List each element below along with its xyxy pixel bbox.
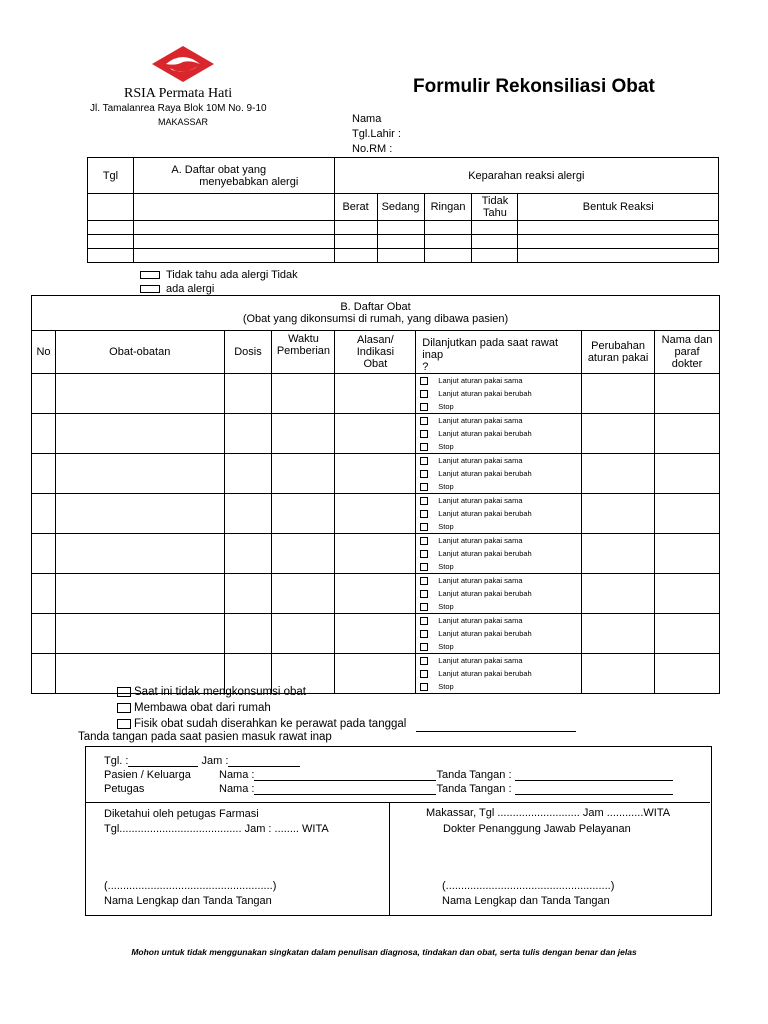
option-line[interactable]: Lanjut aturan pakai sama <box>416 614 581 627</box>
option-line[interactable]: Lanjut aturan pakai berubah <box>416 467 581 480</box>
checkbox[interactable] <box>420 430 428 438</box>
signature-heading: Tanda tangan pada saat pasien masuk rawat inap <box>78 731 332 743</box>
col-no: No <box>32 331 56 374</box>
field-no-rm: No.RM : <box>352 143 393 155</box>
table-row[interactable] <box>88 249 719 263</box>
continuation-options <box>416 494 582 534</box>
checkbox-tidak-ada[interactable] <box>140 285 160 293</box>
allergy-options: Tidak tahu ada alergi Tidak ada alergi <box>140 268 298 296</box>
checkbox[interactable] <box>420 657 428 665</box>
checkbox[interactable] <box>420 537 428 545</box>
col-tidak-tahu: Tidak Tahu <box>472 194 518 221</box>
continuation-options <box>416 414 582 454</box>
option-line[interactable]: Lanjut aturan pakai berubah <box>416 427 581 440</box>
hospital-name: RSIA Permata Hati <box>124 86 233 101</box>
continuation-options <box>416 614 582 654</box>
checkbox[interactable] <box>420 550 428 558</box>
option-line[interactable]: Lanjut aturan pakai berubah <box>416 587 581 600</box>
col-dosis: Dosis <box>224 331 272 374</box>
col-bentuk-reaksi: Bentuk Reaksi <box>518 194 719 221</box>
continuation-options <box>416 574 582 614</box>
field-nama: Nama <box>352 113 382 125</box>
option-line[interactable]: Stop <box>416 640 581 653</box>
checkbox-membawa-obat[interactable] <box>117 703 131 713</box>
option-line[interactable]: Lanjut aturan pakai sama <box>416 574 581 587</box>
checkbox[interactable] <box>420 483 428 491</box>
checkbox-tidak-konsumsi[interactable] <box>117 687 131 697</box>
checkbox[interactable] <box>420 630 428 638</box>
farmasi-name-blank[interactable]: (......................................................) <box>104 880 277 892</box>
medication-table <box>31 295 720 694</box>
option-line[interactable]: Lanjut aturan pakai sama <box>416 374 581 387</box>
option-line[interactable]: Lanjut aturan pakai sama <box>416 534 581 547</box>
option-line[interactable]: Stop <box>416 680 581 693</box>
option-line[interactable]: Stop <box>416 480 581 493</box>
checkbox[interactable] <box>420 603 428 611</box>
ttd-petugas-input[interactable] <box>515 784 673 795</box>
table-row[interactable] <box>32 614 720 654</box>
col-daftar-obat: A. Daftar obat yang <box>171 163 267 176</box>
hospital-address: Jl. Tamalanrea Raya Blok 10M No. 9-10 <box>90 103 267 114</box>
checkbox[interactable] <box>420 417 428 425</box>
continuation-options <box>416 454 582 494</box>
checkbox[interactable] <box>420 403 428 411</box>
checkbox[interactable] <box>420 523 428 531</box>
col-dilanjutkan: Dilanjutkan pada saat rawat inap ? <box>416 331 582 374</box>
option-line[interactable]: Lanjut aturan pakai berubah <box>416 507 581 520</box>
nama-petugas-input[interactable] <box>254 784 436 795</box>
nama-pasien-input[interactable] <box>254 770 436 781</box>
col-waktu: Waktu Pemberian <box>272 331 335 374</box>
allergy-table: Tgl A. Daftar obat yang menyebabkan alergi Keparahan reaksi alergi Berat Sedang Ringan Tidak Tahu Bentuk Reaksi <box>87 157 719 263</box>
table-row[interactable] <box>32 454 720 494</box>
checkbox[interactable] <box>420 617 428 625</box>
option-line[interactable]: Lanjut aturan pakai sama <box>416 654 581 667</box>
option-line[interactable]: Stop <box>416 400 581 413</box>
checklist: Saat ini tidak mengkonsumsi obat Membawa obat dari rumah Fisik obat sudah diserahkan ke perawat pada tanggal <box>117 684 576 732</box>
continuation-options <box>416 534 582 574</box>
checkbox[interactable] <box>420 590 428 598</box>
table-row[interactable] <box>88 235 719 249</box>
continuation-options <box>416 374 582 414</box>
option-line[interactable]: Stop <box>416 560 581 573</box>
col-sedang: Sedang <box>377 194 424 221</box>
divider <box>389 803 390 915</box>
checkbox[interactable] <box>420 670 428 678</box>
dpjp-name-label: Nama Lengkap dan Tanda Tangan <box>442 895 610 907</box>
checkbox[interactable] <box>420 377 428 385</box>
option-line[interactable]: Stop <box>416 520 581 533</box>
makassar-date: Makassar, Tgl ........................... Jam ............WITA <box>426 807 671 819</box>
farmasi-name-label: Nama Lengkap dan Tanda Tangan <box>104 895 272 907</box>
col-perubahan: Perubahan aturan pakai <box>582 331 655 374</box>
col-paraf: Nama dan paraf dokter <box>655 331 720 374</box>
checkbox-fisik-obat[interactable] <box>117 719 131 729</box>
farmasi-date: Tgl........................................ Jam : ........ WITA <box>104 823 329 835</box>
dpjp-name-blank[interactable]: (......................................................) <box>442 880 615 892</box>
divider <box>85 802 710 803</box>
table-row[interactable] <box>32 574 720 614</box>
col-berat: Berat <box>334 194 377 221</box>
medication-subtitle: (Obat yang dikonsumsi di rumah, yang dibawa pasien) <box>242 313 509 325</box>
patient-fields <box>352 112 401 157</box>
dpjp-title: Dokter Penanggung Jawab Pelayanan <box>443 823 631 835</box>
table-row[interactable] <box>32 534 720 574</box>
checkbox[interactable] <box>420 443 428 451</box>
checkbox[interactable] <box>420 510 428 518</box>
checkbox[interactable] <box>420 643 428 651</box>
col-tgl: Tgl <box>88 158 134 194</box>
ttd-pasien-input[interactable] <box>515 770 673 781</box>
col-obat: Obat-obatan <box>55 331 224 374</box>
footer-note: Mohon untuk tidak menggunakan singkatan dalam penulisan diagnosa, tindakan dan obat, serta tulis dengan benar dan jelas <box>131 947 637 957</box>
table-row[interactable] <box>32 414 720 454</box>
table-row[interactable] <box>32 494 720 534</box>
form-title: Formulir Rekonsiliasi Obat <box>413 76 655 97</box>
field-tgl-lahir: Tgl.Lahir : <box>352 128 401 140</box>
checkbox[interactable] <box>420 563 428 571</box>
option-line[interactable]: Lanjut aturan pakai berubah <box>416 387 581 400</box>
col-alasan: Alasan/ Indikasi Obat <box>335 331 416 374</box>
checkbox[interactable] <box>420 470 428 478</box>
checkbox[interactable] <box>420 577 428 585</box>
col-ringan: Ringan <box>424 194 472 221</box>
checkbox[interactable] <box>420 497 428 505</box>
checkbox[interactable] <box>420 390 428 398</box>
hospital-logo <box>150 44 216 84</box>
table-row[interactable] <box>32 374 720 414</box>
option-line[interactable]: Lanjut aturan pakai berubah <box>416 627 581 640</box>
option-line[interactable]: Lanjut aturan pakai berubah <box>416 547 581 560</box>
signature-box: Tgl. : Jam : Pasien / Keluarga Nama : Tanda Tangan : Petugas Nama : Tanda Tangan : Diketahui oleh petugas Farmasi Tgl........................................ Jam : ........ WITA (......................................................) Nama Lengkap dan Tanda Tangan Makassar, Tgl ........................... Jam ............WITA Dokter Penanggung Jawab Pelayanan (......................................................) Nama Lengkap dan Tanda Tangan <box>85 746 712 916</box>
option-line[interactable]: Lanjut aturan pakai sama <box>416 414 581 427</box>
option-line[interactable]: Lanjut aturan pakai sama <box>416 454 581 467</box>
option-line[interactable]: Lanjut aturan pakai berubah <box>416 667 581 680</box>
option-line[interactable]: Stop <box>416 600 581 613</box>
checkbox-tidak-tahu[interactable] <box>140 271 160 279</box>
farmasi-title: Diketahui oleh petugas Farmasi <box>104 808 259 820</box>
jam-input[interactable] <box>228 756 300 767</box>
table-row[interactable] <box>88 221 719 235</box>
col-keparahan: Keparahan reaksi alergi <box>334 158 718 194</box>
option-line[interactable]: Stop <box>416 440 581 453</box>
option-line[interactable]: Lanjut aturan pakai sama <box>416 494 581 507</box>
tgl-input[interactable] <box>128 756 198 767</box>
hospital-city: MAKASSAR <box>158 117 209 127</box>
medication-title: B. Daftar Obat <box>340 301 411 313</box>
tanggal-input[interactable] <box>416 721 576 732</box>
checkbox[interactable] <box>420 457 428 465</box>
